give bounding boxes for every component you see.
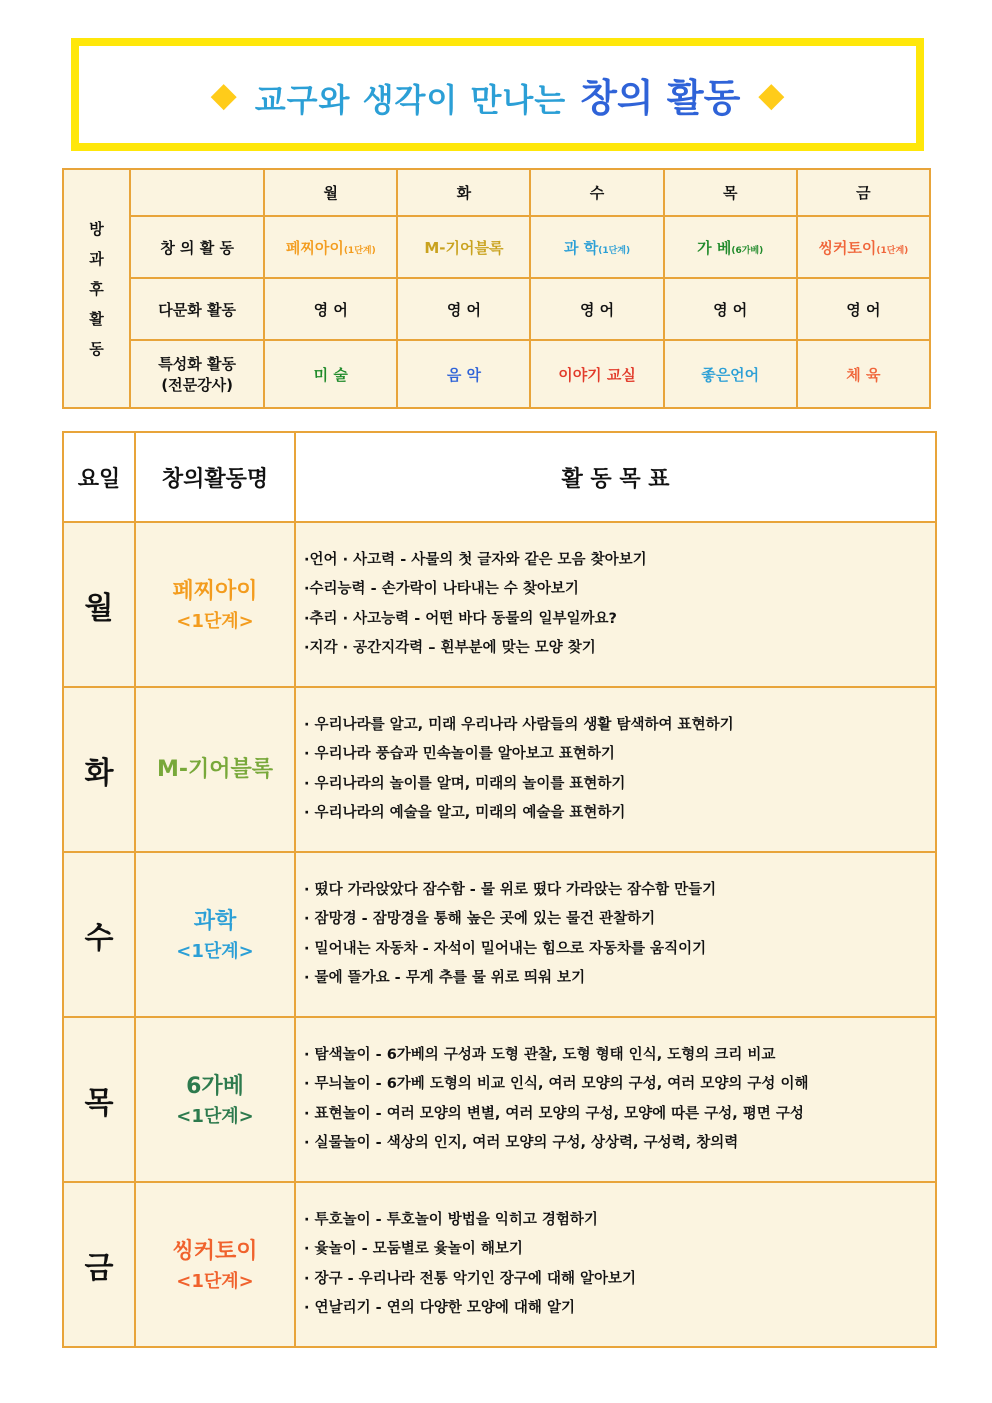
cell-small-text: (1단계) (876, 245, 909, 256)
day-header: 수 (530, 169, 663, 216)
day-header: 월 (264, 169, 397, 216)
activity-step: <1단계> (176, 610, 254, 632)
goal-list (295, 1182, 936, 1347)
goal-item: · 연날리기 - 연의 다양한 모양에 대해 알기 (304, 1300, 575, 1316)
schedule-cell (664, 340, 797, 408)
schedule-cell (397, 216, 530, 278)
activity-name: 씽커토이 (172, 1238, 258, 1264)
schedule-cell (797, 340, 930, 408)
cell-text: 영 어 (579, 300, 615, 319)
schedule-cell (264, 340, 397, 408)
goal-row-tue (63, 687, 936, 852)
goals-header-row (63, 432, 936, 522)
goal-item: · 우리나라 풍습과 민속놀이를 알아보고 표현하기 (304, 746, 615, 762)
cell-text: 영 어 (313, 300, 348, 319)
schedule-cell (530, 278, 663, 340)
goal-day: 수 (63, 852, 135, 1017)
goal-activity (135, 852, 295, 1017)
cell-text: 영 어 (846, 300, 881, 319)
goal-item: · 물에 뜰가요 - 무게 추를 물 위로 띄워 보기 (304, 970, 586, 986)
day-header: 금 (797, 169, 930, 216)
title-banner (71, 38, 924, 151)
day-header: 화 (397, 169, 530, 216)
row-label-line: 특성화 활동 (158, 355, 236, 373)
header-day: 요일 (63, 432, 135, 522)
goal-item: · 투호놀이 - 투호놀이 방법을 익히고 경험하기 (304, 1211, 598, 1228)
cell-text: 영 어 (713, 300, 748, 319)
cell-small-text: (6가베) (731, 245, 764, 256)
activity-goals-table (62, 431, 937, 1348)
side-char: 과 (89, 249, 104, 268)
schedule-cell (664, 278, 797, 340)
cell-text: M-기어블록 (424, 238, 504, 257)
diamond-left-icon: ◆ (210, 74, 237, 115)
cell-text: 가 베 (697, 238, 732, 257)
schedule-cell (397, 340, 530, 408)
cell-text: 음 악 (446, 365, 482, 384)
goal-day: 화 (63, 687, 135, 852)
activity-step: <1단계> (176, 1105, 254, 1127)
goal-item: · 표현놀이 - 여러 모양의 변별, 여러 모양의 구성, 모양에 따른 구성, 평면 구성 (304, 1105, 804, 1122)
goal-activity (135, 522, 295, 687)
day-header: 목 (664, 169, 797, 216)
goal-item: ·언어 · 사고력 - 사물의 첫 글자와 같은 모음 찾아보기 (304, 551, 647, 568)
cell-text: 체 육 (846, 365, 881, 384)
schedule-cell (797, 216, 930, 278)
goal-item: · 윷놀이 - 모둠별로 윷놀이 해보기 (304, 1241, 523, 1257)
special-activity-row (63, 340, 930, 408)
cell-text: 미 술 (313, 365, 348, 384)
row-label: 창 의 활 동 (130, 216, 264, 278)
goal-day: 목 (63, 1017, 135, 1182)
schedule-cell (530, 216, 663, 278)
goal-item: ·지각 · 공간지각력 – 흰부분에 맞는 모양 찾기 (304, 640, 596, 656)
goal-item: · 우리나라의 놀이를 알며, 미래의 놀이를 표현하기 (304, 775, 626, 792)
row-label (130, 340, 264, 408)
header-activity-goal: 활 동 목 표 (295, 432, 936, 522)
cell-text: 영 어 (446, 300, 482, 319)
activity-name: 6가베 (186, 1073, 244, 1099)
row-label: 다문화 활동 (130, 278, 264, 340)
schedule-cell (664, 216, 797, 278)
goal-item: · 탐색놀이 - 6가베의 구성과 도형 관찰, 도형 형태 인식, 도형의 크리 비교 (304, 1046, 776, 1063)
header-activity-name: 창의활동명 (135, 432, 295, 522)
cell-text: 씽커토이 (818, 238, 877, 257)
activity-step: <1단계> (176, 940, 254, 962)
goal-item: ·수리능력 - 손가락이 나타내는 수 찾아보기 (304, 581, 579, 597)
schedule-cell (797, 278, 930, 340)
goal-activity (135, 687, 295, 852)
cell-text: 이야기 교실 (558, 365, 636, 384)
title-main-text: 교구와 생각이 만나는 (254, 81, 567, 119)
goal-item: · 장구 - 우리나라 전통 악기인 장구에 대해 알아보기 (304, 1270, 637, 1287)
goal-item: ·추리 · 사고능력 - 어떤 바다 동물의 일부일까요? (304, 610, 617, 627)
side-char: 동 (89, 339, 104, 358)
goal-row-fri (63, 1182, 936, 1347)
schedule-cell (530, 340, 663, 408)
row-label-line: (전문강사) (161, 376, 233, 394)
schedule-table (62, 168, 931, 409)
activity-name: M-기어블록 (156, 756, 274, 782)
activity-name: 페찌아이 (172, 578, 258, 604)
goal-row-wed (63, 852, 936, 1017)
goal-day: 금 (63, 1182, 135, 1347)
cell-text: 과 학 (564, 238, 599, 257)
goal-list (295, 1017, 936, 1182)
goal-row-thu (63, 1017, 936, 1182)
goal-activity (135, 1182, 295, 1347)
goal-item: · 우리나라의 예술을 알고, 미래의 예술을 표현하기 (304, 805, 626, 821)
cell-text: 좋은언어 (701, 365, 760, 384)
cell-small-text: (1단계) (598, 245, 631, 256)
goal-row-mon (63, 522, 936, 687)
cell-text: 페찌아이 (285, 238, 344, 257)
schedule-cell (264, 278, 397, 340)
goal-item: · 우리나라를 알고, 미래 우리나라 사람들의 생활 탐색하여 표현하기 (304, 716, 734, 733)
multicultural-activity-row (63, 278, 930, 340)
goal-list (295, 687, 936, 852)
goal-item: · 떴다 가라앉았다 잠수함 - 물 위로 떴다 가라앉는 잠수함 만들기 (304, 881, 717, 898)
activity-step: <1단계> (176, 1270, 254, 1292)
goal-item: · 잠망경 - 잠망경을 통해 높은 곳에 있는 물건 관찰하기 (304, 911, 656, 927)
schedule-cell (397, 278, 530, 340)
creative-activity-row (63, 216, 930, 278)
activity-name: 과학 (193, 908, 237, 934)
side-label (63, 169, 130, 408)
goal-item: · 밀어내는 자동차 - 자석이 밀어내는 힘으로 자동차를 움직이기 (304, 940, 707, 957)
goal-activity (135, 1017, 295, 1182)
goal-list (295, 522, 936, 687)
side-char: 활 (89, 309, 104, 328)
goal-list (295, 852, 936, 1017)
goal-day: 월 (63, 522, 135, 687)
goal-item: · 무늬놀이 - 6가베 도형의 비교 인식, 여러 모양의 구성, 여러 모양의 구성 이해 (304, 1076, 809, 1092)
header-blank (130, 169, 264, 216)
title-accent-text: 창의 활동 (580, 76, 741, 120)
page-title (255, 67, 741, 122)
side-char: 방 (89, 219, 104, 238)
schedule-cell (264, 216, 397, 278)
goal-item: · 실물놀이 - 색상의 인지, 여러 모양의 구성, 상상력, 구성력, 창의력 (304, 1135, 739, 1151)
side-char: 후 (89, 279, 104, 298)
cell-small-text: (1단계) (343, 245, 376, 256)
schedule-header-row (63, 169, 930, 216)
diamond-right-icon: ◆ (758, 74, 785, 115)
